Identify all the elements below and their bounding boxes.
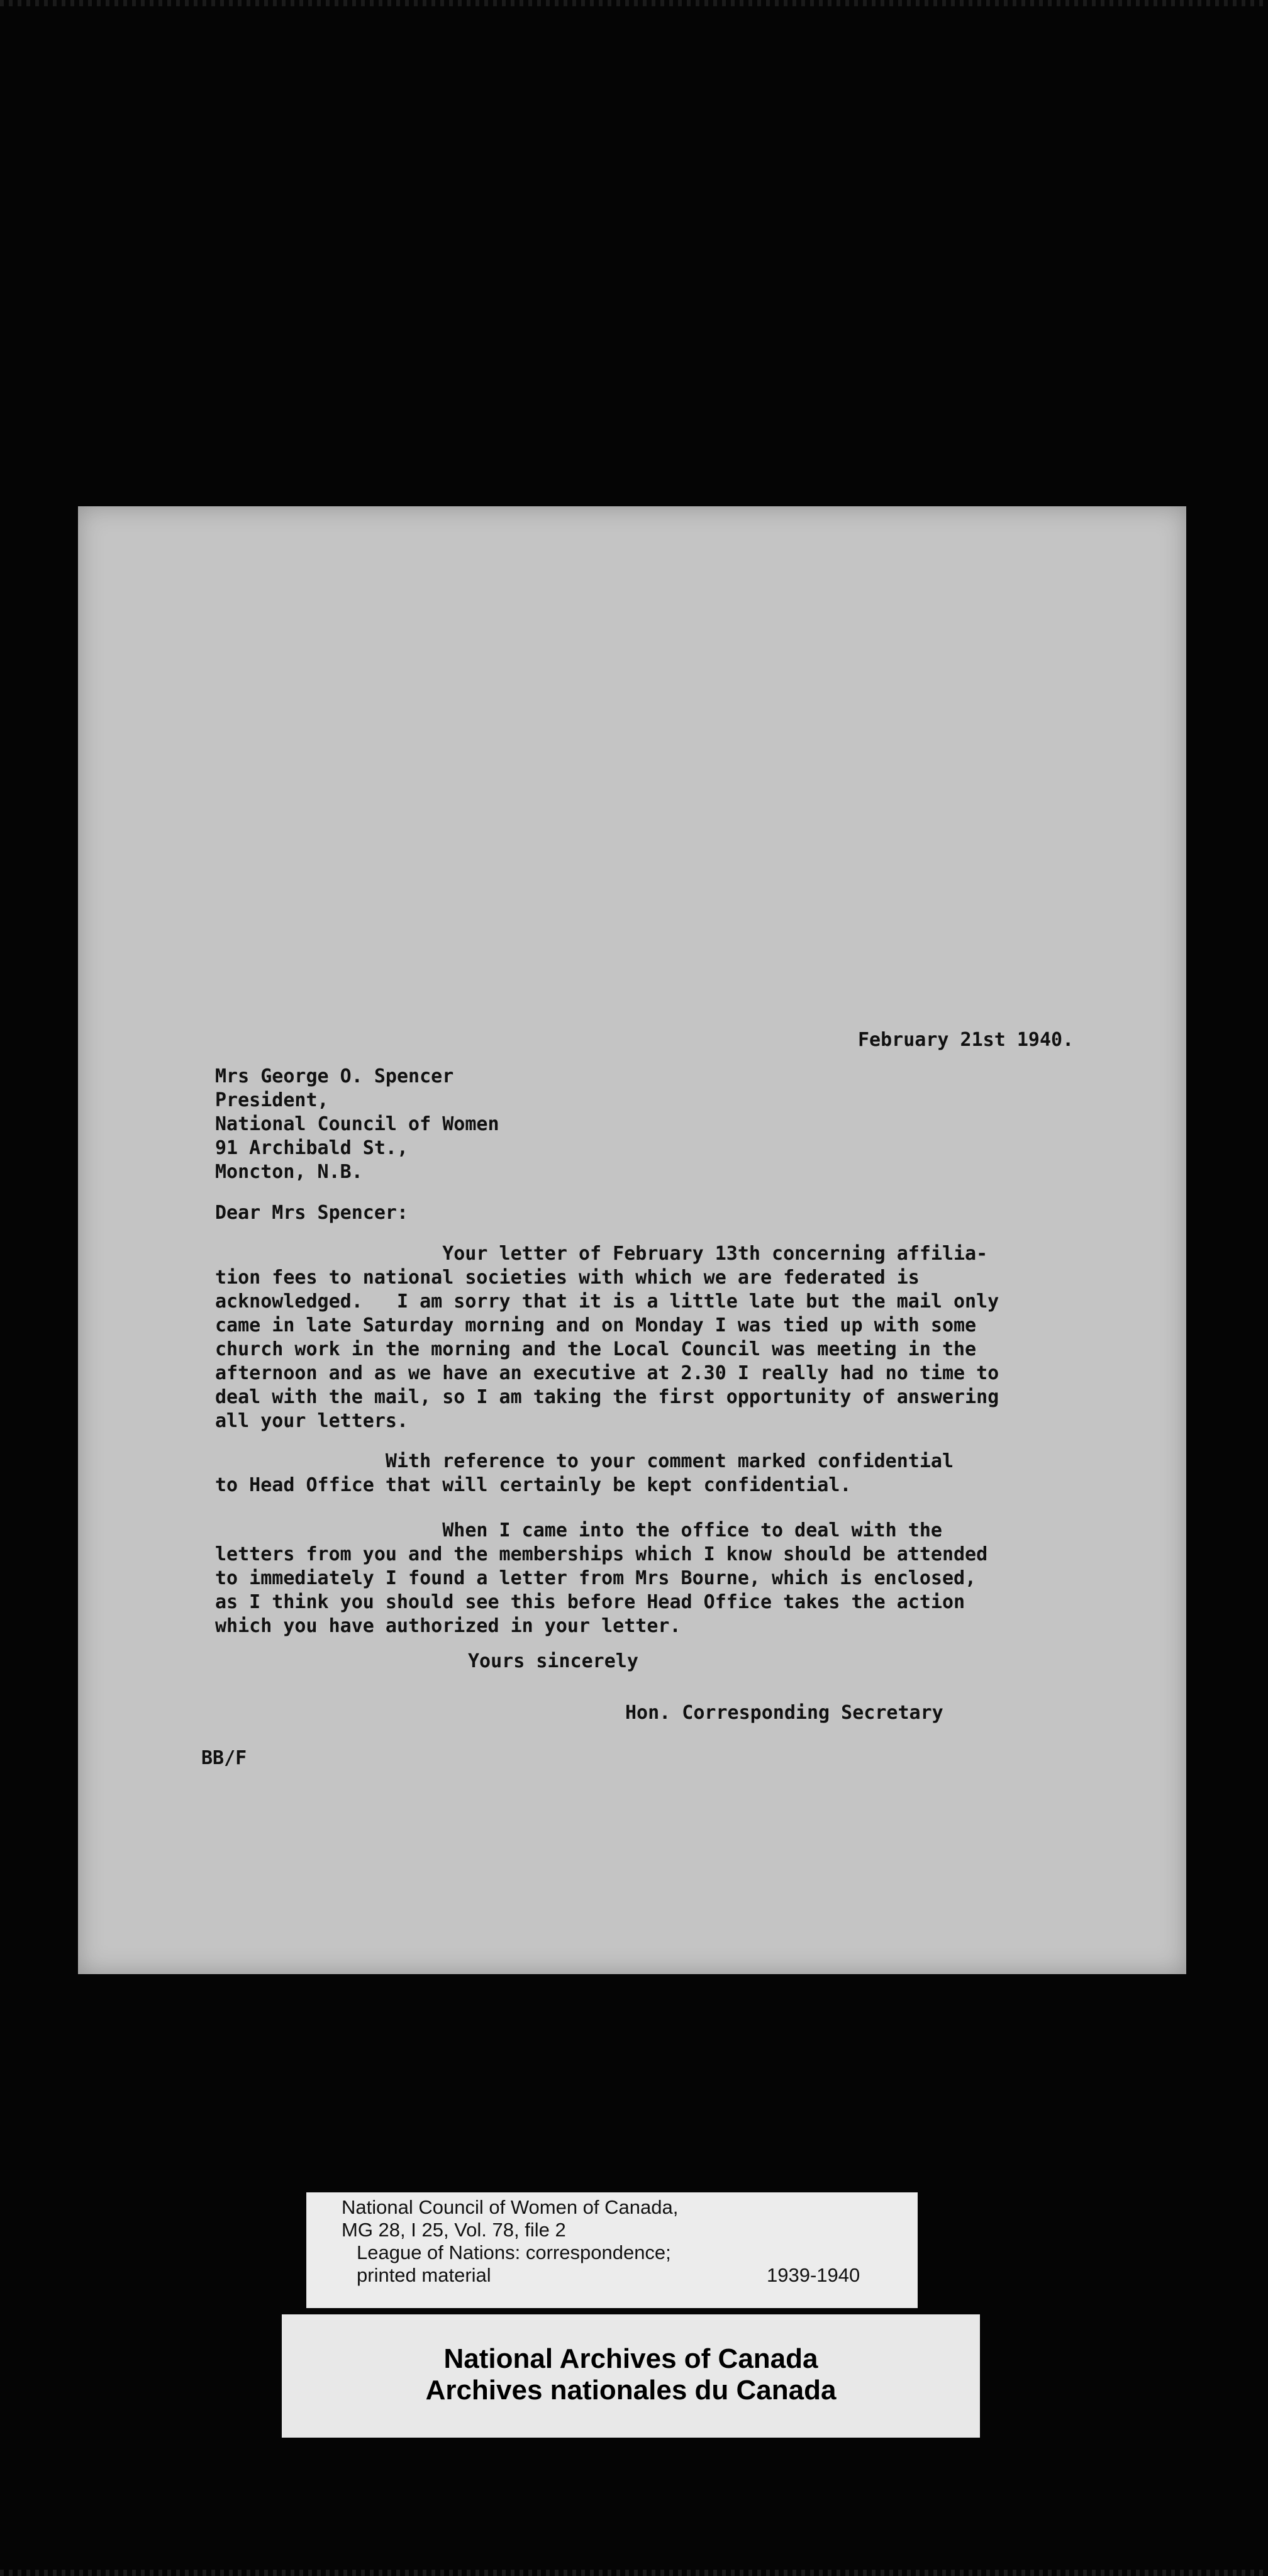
label-years: 1939-1940	[767, 2264, 860, 2286]
signature-title: Hon. Corresponding Secretary	[625, 1702, 943, 1724]
closing: Yours sincerely	[468, 1650, 638, 1672]
banner-french: Archives nationales du Canada	[425, 2375, 837, 2406]
label-fonds: National Council of Women of Canada,	[342, 2196, 679, 2218]
letter-date: February 21st 1940.	[858, 1029, 1074, 1051]
banner-english: National Archives of Canada	[443, 2343, 818, 2374]
letter-sheet	[78, 506, 1186, 1974]
label-reference: MG 28, I 25, Vol. 78, file 2	[342, 2219, 566, 2241]
body-paragraph: When I came into the office to deal with the letters from you and the memberships which I know should be attended to immediately I found a letter from Mrs Bourne, which is enclosed, as I think you should see this before Head Office takes the action which you have authorized in your letter.	[215, 1519, 988, 1637]
body-paragraph: Your letter of February 13th concerning affilia- tion fees to national societies with which we are federated is acknowledged. I am sorry that it is a little late but the mail only came in late Saturday morning and on Monday I was tied up with some church work in the morning and the Local Council was meeting in the afternoon and as we have an executive at 2.30 I really had no time to deal with the mail, so I am taking the first opportunity of answering all your letters.	[215, 1243, 999, 1432]
film-edge-bottom	[0, 2570, 1268, 2576]
label-subject: League of Nations: correspondence;	[357, 2241, 671, 2263]
label-subject-cont: printed material	[357, 2264, 491, 2286]
reference-initials: BB/F	[201, 1747, 247, 1769]
film-edge-top	[0, 0, 1268, 6]
recipient-address: Mrs George O. Spencer President, National Council of Women 91 Archibald St., Moncton, N.B.	[215, 1065, 499, 1183]
salutation: Dear Mrs Spencer:	[215, 1202, 409, 1224]
archive-label	[306, 2192, 918, 2308]
archives-banner	[282, 2314, 980, 2438]
body-paragraph: With reference to your comment marked confidential to Head Office that will certainly be kept confidential.	[215, 1450, 954, 1496]
